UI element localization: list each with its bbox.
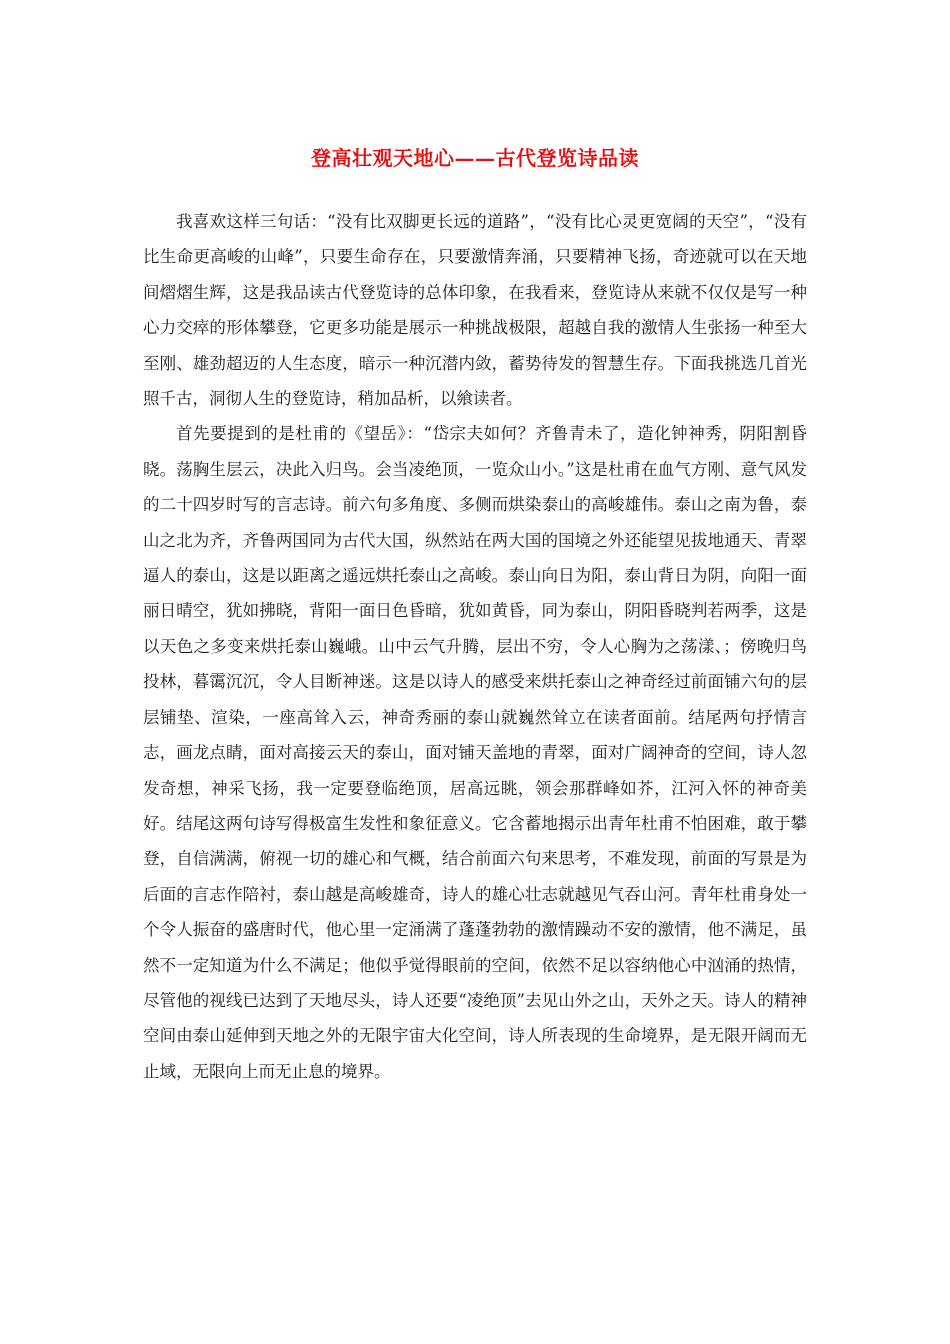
paragraph-intro: 我喜欢这样三句话：“没有比双脚更长远的道路”，“没有比心灵更宽阔的天空”，“没有比生命更高峻的山峰”，只要生命存在，只要激情奔涌，只要精神飞扬，奇迹就可以在天地间熠熠生辉，这是我品读古代登览诗的总体印象，在我看来，登览诗从来就不仅仅是写一种心力交瘁的形体攀登，它更多功能是展示一种挑战极限，超越自我的激情人生张扬一种至大至刚、雄劲超迈的人生态度，暗示一种沉潜内敛，蓄势待发的智慧生存。下面我挑选几首光照千古，洞彻人生的登览诗，稍加品析，以飨读者。	[143, 212, 807, 409]
document-body	[143, 204, 807, 1089]
document-title: 登高壮观天地心——古代登览诗品读	[311, 146, 639, 170]
paragraph-wangyue-analysis: 首先要提到的是杜甫的《望岳》：“岱宗夫如何？齐鲁青未了，造化钟神秀，阴阳割昏晓。荡胸生层云，决此入归鸟。会当凌绝顶，一览众山小。”这是杜甫在血气方刚、意气风发的二十四岁时写的言志诗。前六句多角度、多侧而烘染泰山的高峻雄伟。泰山之南为鲁，泰山之北为齐，齐鲁两国同为古代大国，纵然站在两大国的国境之外还能望见拔地通天、青翠逼人的泰山，这是以距离之遥远烘托泰山之高峻。泰山向日为阳，泰山背日为阴，向阳一面丽日晴空，犹如拂晓，背阳一面日色昏暗，犹如黄昏，同为泰山，阴阳昏晓判若两季，这是以天色之多变来烘托泰山巍峨。山中云气升腾，层出不穷，令人心胸为之荡漾、；傍晚归鸟投林，暮霭沉沉，令人目断神迷。这是以诗人的感受来烘托泰山之神奇经过前面铺六句的层层铺垫、渲染，一座高耸入云，神奇秀丽的泰山就巍然耸立在读者面前。结尾两句抒情言志，画龙点睛，面对高接云天的泰山，面对铺天盖地的青翠，面对广阔神奇的空间，诗人忽发奇想，神采飞扬，我一定要登临绝顶，居高远眺，领会那群峰如芥，江河入怀的神奇美好。结尾这两句诗写得极富生发性和象征意义。它含蓄地揭示出青年杜甫不怕困难，敢于攀登，自信满满，俯视一切的雄心和气概，结合前面六句来思考，不难发现，前面的写景是为后面的言志作陪衬，泰山越是高峻雄奇，诗人的雄心壮志就越见气吞山河。青年杜甫身处一个令人振奋的盛唐时代，他心里一定涌满了蓬蓬勃勃的激情躁动不安的激情，他不满足，虽然不一定知道为什么不满足；他似乎觉得眼前的空间，依然不足以容纳他心中汹涌的热情，尽管他的视线已达到了天地尽头，诗人还要“凌绝顶”去见山外之山，天外之天。诗人的精神空间由泰山延伸到天地之外的无限宇宙大化空间，诗人所表现的生命境界，是无限开阔而无止域，无限向上而无止息的境界。	[143, 424, 807, 1081]
